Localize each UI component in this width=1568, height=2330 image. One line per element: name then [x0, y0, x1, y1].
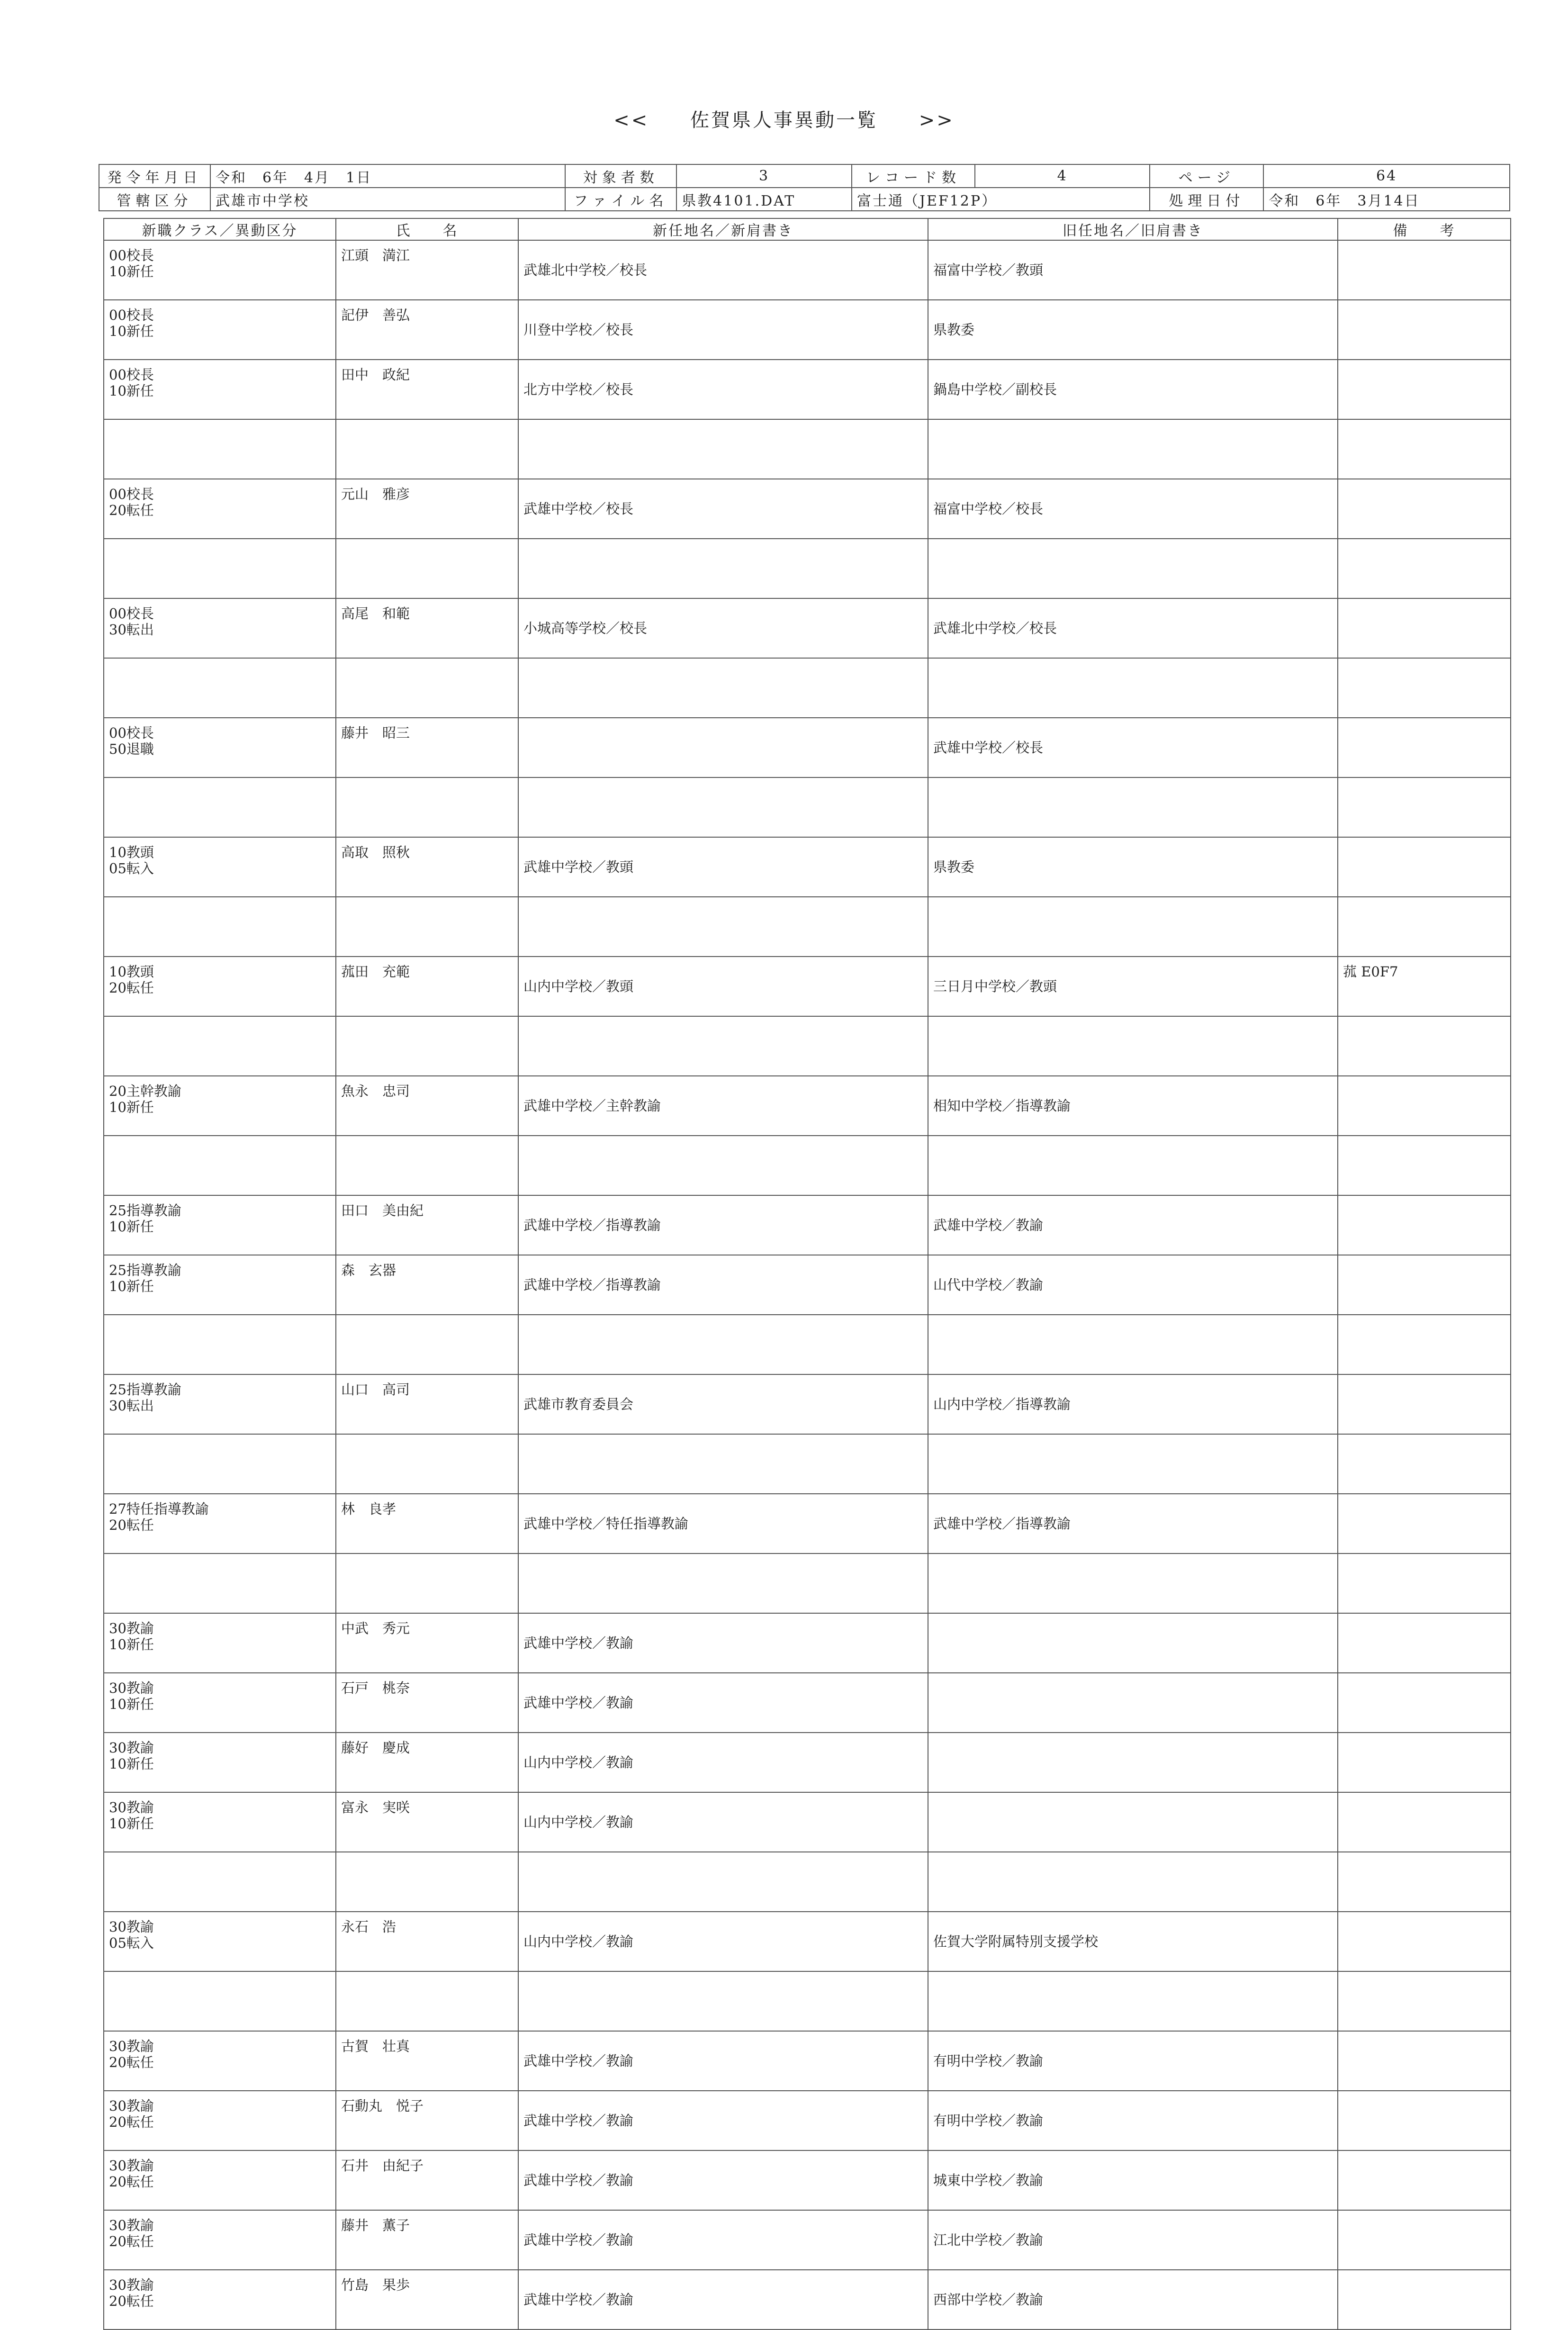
table-row	[104, 2270, 1511, 2330]
note-cell	[1338, 240, 1511, 300]
old-post-cell: 武雄北中学校／校長	[928, 598, 1338, 658]
class-cell	[104, 1971, 336, 2031]
new-post-cell: 武雄中学校／指導教諭	[518, 1195, 928, 1255]
transfer-type: 10新任	[109, 323, 154, 339]
table-row	[104, 1016, 1511, 1076]
transfer-type: 05転入	[109, 860, 154, 876]
note-cell	[1338, 1374, 1511, 1434]
jurisdiction-label: 管轄区分	[99, 188, 210, 211]
note-cell	[1338, 2270, 1511, 2330]
table-row	[104, 1673, 1511, 1733]
note-cell	[1338, 1076, 1511, 1136]
note-cell	[1338, 1553, 1511, 1613]
old-post-cell: 有明中学校／教諭	[928, 2031, 1338, 2091]
table-row	[104, 1613, 1511, 1673]
transfer-type: 30転出	[109, 1398, 154, 1414]
old-post-cell: 鍋島中学校／副校長	[928, 360, 1338, 419]
note-cell	[1338, 2210, 1511, 2270]
transfer-type: 20転任	[109, 2293, 154, 2309]
job-class: 30教諭	[109, 1680, 154, 1696]
job-class: 30教諭	[109, 2158, 154, 2174]
new-post-cell: 武雄中学校／教諭	[518, 2210, 928, 2270]
note-cell	[1338, 2091, 1511, 2150]
old-post-cell	[928, 1434, 1338, 1494]
name-cell: 富永 実咲	[336, 1792, 518, 1852]
note-cell	[1338, 718, 1511, 777]
note-cell	[1338, 479, 1511, 539]
note-cell	[1338, 539, 1511, 598]
old-post-cell	[928, 658, 1338, 718]
transfer-type: 10新任	[109, 383, 154, 399]
transfer-type: 30転出	[109, 622, 154, 638]
name-cell: 山口 高司	[336, 1374, 518, 1434]
class-cell	[104, 658, 336, 718]
table-row	[104, 1733, 1511, 1792]
note-cell	[1338, 658, 1511, 718]
class-cell	[104, 1076, 336, 1136]
new-post-cell	[518, 1553, 928, 1613]
note-cell	[1338, 1195, 1511, 1255]
new-post-cell: 武雄中学校／教諭	[518, 2150, 928, 2210]
new-post-cell: 武雄市教育委員会	[518, 1374, 928, 1434]
vendor-value: 富士通（JEF12P）	[852, 188, 1150, 211]
old-post-cell: 山代中学校／教諭	[928, 1255, 1338, 1315]
old-post-cell	[928, 1016, 1338, 1076]
jurisdiction-value: 武雄市中学校	[210, 188, 565, 211]
new-post-cell: 武雄中学校／教諭	[518, 1673, 928, 1733]
old-post-cell: 武雄中学校／教諭	[928, 1195, 1338, 1255]
class-cell	[104, 1733, 336, 1792]
job-class: 30教諭	[109, 1620, 154, 1636]
class-cell	[104, 598, 336, 658]
name-cell: 古賀 壮真	[336, 2031, 518, 2091]
header-row-1	[99, 164, 1510, 188]
new-post-cell	[518, 777, 928, 837]
table-row	[104, 1971, 1511, 2031]
new-post-cell	[518, 658, 928, 718]
new-post-cell	[518, 1434, 928, 1494]
job-class: 25指導教諭	[109, 1262, 181, 1278]
class-cell	[104, 1195, 336, 1255]
name-cell: 江頭 満江	[336, 240, 518, 300]
job-class: 00校長	[109, 725, 154, 741]
table-row	[104, 1912, 1511, 1971]
header-row-2	[99, 188, 1510, 211]
transfer-type: 20転任	[109, 2114, 154, 2130]
table-row	[104, 1374, 1511, 1434]
name-cell	[336, 1136, 518, 1195]
note-cell	[1338, 2031, 1511, 2091]
page-title	[0, 105, 1568, 132]
issue-date-value: 令和 6年 4月 1日	[210, 164, 565, 188]
title-right-marker: >>	[919, 109, 955, 131]
new-post-cell	[518, 1971, 928, 2031]
old-post-cell	[928, 1613, 1338, 1673]
note-cell	[1338, 1315, 1511, 1374]
class-cell	[104, 1673, 336, 1733]
class-cell	[104, 1494, 336, 1553]
note-cell	[1338, 300, 1511, 360]
new-post-cell	[518, 539, 928, 598]
table-row	[104, 2091, 1511, 2150]
job-class: 10教頭	[109, 964, 154, 980]
name-cell	[336, 1852, 518, 1912]
col-header-class: 新職クラス／異動区分	[104, 218, 336, 240]
table-row	[104, 419, 1511, 479]
name-cell	[336, 1016, 518, 1076]
name-cell	[336, 1971, 518, 2031]
table-row	[104, 2210, 1511, 2270]
name-cell	[336, 897, 518, 957]
transfer-type: 20転任	[109, 2174, 154, 2190]
note-cell	[1338, 1852, 1511, 1912]
transfer-type: 10新任	[109, 1099, 154, 1115]
name-cell: 元山 雅彦	[336, 479, 518, 539]
name-cell: 中武 秀元	[336, 1613, 518, 1673]
old-post-cell	[928, 1792, 1338, 1852]
new-post-cell: 山内中学校／教諭	[518, 1792, 928, 1852]
table-row	[104, 479, 1511, 539]
class-cell	[104, 837, 336, 897]
old-post-cell: 福富中学校／教頭	[928, 240, 1338, 300]
transfer-type: 10新任	[109, 1219, 154, 1235]
name-cell: 森 玄器	[336, 1255, 518, 1315]
new-post-cell: 武雄中学校／特任指導教諭	[518, 1494, 928, 1553]
job-class: 20主幹教諭	[109, 1083, 181, 1099]
table-row	[104, 1792, 1511, 1852]
table-row	[104, 300, 1511, 360]
title-text: 佐賀県人事異動一覧	[690, 109, 878, 131]
title-left-marker: <<	[613, 109, 649, 131]
table-row	[104, 2150, 1511, 2210]
old-post-cell: 相知中学校／指導教諭	[928, 1076, 1338, 1136]
transfer-type: 50退職	[109, 741, 154, 757]
class-cell	[104, 1136, 336, 1195]
table-row	[104, 1553, 1511, 1613]
page-value: 64	[1263, 164, 1510, 188]
job-class: 00校長	[109, 605, 154, 622]
old-post-cell: 武雄中学校／校長	[928, 718, 1338, 777]
process-date-value: 令和 6年 3月14日	[1263, 188, 1510, 211]
old-post-cell	[928, 539, 1338, 598]
class-cell	[104, 240, 336, 300]
table-row	[104, 1852, 1511, 1912]
note-cell: 菰 E0F7	[1338, 957, 1511, 1016]
old-post-cell	[928, 777, 1338, 837]
name-cell: 石戸 桃奈	[336, 1673, 518, 1733]
name-cell	[336, 419, 518, 479]
old-post-cell: 城東中学校／教諭	[928, 2150, 1338, 2210]
name-cell: 藤井 薫子	[336, 2210, 518, 2270]
class-cell	[104, 539, 336, 598]
table-row	[104, 240, 1511, 300]
name-cell: 菰田 充範	[336, 957, 518, 1016]
old-post-cell	[928, 1136, 1338, 1195]
job-class: 30教諭	[109, 1919, 154, 1935]
transfer-type: 20転任	[109, 2054, 154, 2070]
file-value: 県教4101.DAT	[676, 188, 852, 211]
note-cell	[1338, 419, 1511, 479]
job-class: 30教諭	[109, 2277, 154, 2293]
note-cell	[1338, 1792, 1511, 1852]
class-cell	[104, 360, 336, 419]
note-cell	[1338, 598, 1511, 658]
table-row	[104, 777, 1511, 837]
new-post-cell: 武雄北中学校／校長	[518, 240, 928, 300]
name-cell	[336, 777, 518, 837]
job-class: 30教諭	[109, 2038, 154, 2054]
old-post-cell	[928, 1673, 1338, 1733]
class-cell	[104, 897, 336, 957]
table-row	[104, 897, 1511, 957]
note-cell	[1338, 777, 1511, 837]
old-post-cell	[928, 1971, 1338, 2031]
name-cell: 田中 政紀	[336, 360, 518, 419]
name-cell: 高尾 和範	[336, 598, 518, 658]
table-row	[104, 1494, 1511, 1553]
class-cell	[104, 1553, 336, 1613]
new-post-cell: 武雄中学校／教諭	[518, 1613, 928, 1673]
class-cell	[104, 2210, 336, 2270]
note-cell	[1338, 1971, 1511, 2031]
table-row	[104, 1434, 1511, 1494]
job-class: 00校長	[109, 247, 154, 263]
job-class: 00校長	[109, 486, 154, 502]
old-post-cell: 福富中学校／校長	[928, 479, 1338, 539]
target-count-value: 3	[676, 164, 852, 188]
table-row	[104, 957, 1511, 1016]
old-post-cell	[928, 897, 1338, 957]
class-cell	[104, 1374, 336, 1434]
job-class: 30教諭	[109, 1740, 154, 1756]
new-post-cell: 山内中学校／教頭	[518, 957, 928, 1016]
table-row	[104, 718, 1511, 777]
record-count-value: 4	[975, 164, 1150, 188]
old-post-cell: 江北中学校／教諭	[928, 2210, 1338, 2270]
name-cell: 記伊 善弘	[336, 300, 518, 360]
table-row	[104, 837, 1511, 897]
class-cell	[104, 1434, 336, 1494]
name-cell: 竹島 果歩	[336, 2270, 518, 2330]
name-cell	[336, 539, 518, 598]
new-post-cell: 武雄中学校／校長	[518, 479, 928, 539]
note-cell	[1338, 1255, 1511, 1315]
old-post-cell: 山内中学校／指導教諭	[928, 1374, 1338, 1434]
transfer-type: 20転任	[109, 980, 154, 996]
note-cell	[1338, 837, 1511, 897]
old-post-cell: 武雄中学校／指導教諭	[928, 1494, 1338, 1553]
job-class: 30教諭	[109, 2098, 154, 2114]
note-cell	[1338, 1733, 1511, 1792]
job-class: 30教諭	[109, 2217, 154, 2233]
new-post-cell	[518, 1016, 928, 1076]
table-row	[104, 1255, 1511, 1315]
transfer-type: 20転任	[109, 1517, 154, 1533]
col-header-old: 旧任地名／旧肩書き	[928, 218, 1338, 240]
class-cell	[104, 777, 336, 837]
note-cell	[1338, 1613, 1511, 1673]
class-cell	[104, 1016, 336, 1076]
target-count-label: 対象者数	[565, 164, 676, 188]
col-header-new: 新任地名／新肩書き	[518, 218, 928, 240]
old-post-cell: 県教委	[928, 837, 1338, 897]
job-class: 25指導教諭	[109, 1202, 181, 1219]
new-post-cell	[518, 718, 928, 777]
table-row	[104, 2031, 1511, 2091]
transfer-type: 20転任	[109, 2233, 154, 2249]
name-cell: 永石 浩	[336, 1912, 518, 1971]
job-class: 00校長	[109, 307, 154, 323]
note-cell	[1338, 2150, 1511, 2210]
new-post-cell: 山内中学校／教諭	[518, 1912, 928, 1971]
job-class: 25指導教諭	[109, 1382, 181, 1398]
note-cell	[1338, 1136, 1511, 1195]
table-row	[104, 658, 1511, 718]
class-cell	[104, 718, 336, 777]
name-cell: 高取 照秋	[336, 837, 518, 897]
new-post-cell	[518, 1136, 928, 1195]
class-cell	[104, 2031, 336, 2091]
name-cell: 石動丸 悦子	[336, 2091, 518, 2150]
transfer-type: 20転任	[109, 502, 154, 518]
transfer-type: 10新任	[109, 263, 154, 280]
name-cell: 魚永 忠司	[336, 1076, 518, 1136]
class-cell	[104, 2270, 336, 2330]
table-row	[104, 360, 1511, 419]
class-cell	[104, 1255, 336, 1315]
new-post-cell: 山内中学校／教諭	[518, 1733, 928, 1792]
job-class: 30教諭	[109, 1799, 154, 1815]
transfer-type: 10新任	[109, 1278, 154, 1294]
new-post-cell: 武雄中学校／主幹教諭	[518, 1076, 928, 1136]
job-class: 00校長	[109, 367, 154, 383]
note-cell	[1338, 1016, 1511, 1076]
old-post-cell: 三日月中学校／教頭	[928, 957, 1338, 1016]
class-cell	[104, 1613, 336, 1673]
name-cell: 田口 美由紀	[336, 1195, 518, 1255]
old-post-cell: 有明中学校／教諭	[928, 2091, 1338, 2150]
class-cell	[104, 479, 336, 539]
class-cell	[104, 300, 336, 360]
note-cell	[1338, 1494, 1511, 1553]
class-cell	[104, 1912, 336, 1971]
old-post-cell: 県教委	[928, 300, 1338, 360]
old-post-cell	[928, 1733, 1338, 1792]
name-cell	[336, 1553, 518, 1613]
old-post-cell	[928, 1852, 1338, 1912]
table-row	[104, 1136, 1511, 1195]
table-row	[104, 1315, 1511, 1374]
personnel-table	[103, 218, 1511, 2330]
job-class: 27特任指導教諭	[109, 1501, 209, 1517]
old-post-cell	[928, 1553, 1338, 1613]
table-row	[104, 539, 1511, 598]
class-cell	[104, 419, 336, 479]
table-row	[104, 598, 1511, 658]
issue-date-label: 発令年月日	[99, 164, 210, 188]
note-cell	[1338, 1673, 1511, 1733]
name-cell: 藤井 昭三	[336, 718, 518, 777]
new-post-cell: 川登中学校／校長	[518, 300, 928, 360]
table-header-row	[104, 218, 1511, 240]
transfer-type: 10新任	[109, 1815, 154, 1832]
class-cell	[104, 2150, 336, 2210]
name-cell	[336, 658, 518, 718]
note-cell	[1338, 1912, 1511, 1971]
new-post-cell	[518, 897, 928, 957]
new-post-cell: 武雄中学校／教諭	[518, 2031, 928, 2091]
process-date-label: 処理日付	[1150, 188, 1263, 211]
name-cell	[336, 1434, 518, 1494]
transfer-type: 10新任	[109, 1756, 154, 1772]
class-cell	[104, 957, 336, 1016]
old-post-cell	[928, 1315, 1338, 1374]
name-cell: 藤好 慶成	[336, 1733, 518, 1792]
old-post-cell: 西部中学校／教諭	[928, 2270, 1338, 2330]
transfer-type: 05転入	[109, 1935, 154, 1951]
col-header-note: 備 考	[1338, 218, 1511, 240]
new-post-cell: 武雄中学校／教諭	[518, 2270, 928, 2330]
record-count-label: レコード数	[852, 164, 975, 188]
page-label: ページ	[1150, 164, 1263, 188]
new-post-cell: 武雄中学校／教諭	[518, 2091, 928, 2150]
class-cell	[104, 1852, 336, 1912]
new-post-cell: 武雄中学校／指導教諭	[518, 1255, 928, 1315]
new-post-cell	[518, 1852, 928, 1912]
transfer-type: 10新任	[109, 1696, 154, 1712]
job-class: 10教頭	[109, 844, 154, 860]
class-cell	[104, 1315, 336, 1374]
transfer-type: 10新任	[109, 1636, 154, 1653]
old-post-cell	[928, 419, 1338, 479]
new-post-cell: 武雄中学校／教頭	[518, 837, 928, 897]
table-row	[104, 1076, 1511, 1136]
note-cell	[1338, 360, 1511, 419]
note-cell	[1338, 1434, 1511, 1494]
table-row	[104, 1195, 1511, 1255]
new-post-cell: 小城高等学校／校長	[518, 598, 928, 658]
name-cell: 石井 由紀子	[336, 2150, 518, 2210]
file-label: ファイル名	[565, 188, 676, 211]
old-post-cell: 佐賀大学附属特別支援学校	[928, 1912, 1338, 1971]
new-post-cell	[518, 419, 928, 479]
name-cell: 林 良孝	[336, 1494, 518, 1553]
new-post-cell	[518, 1315, 928, 1374]
class-cell	[104, 1792, 336, 1852]
new-post-cell: 北方中学校／校長	[518, 360, 928, 419]
class-cell	[104, 2091, 336, 2150]
name-cell	[336, 1315, 518, 1374]
col-header-name: 氏 名	[336, 218, 518, 240]
header-table	[99, 164, 1510, 211]
note-cell	[1338, 897, 1511, 957]
